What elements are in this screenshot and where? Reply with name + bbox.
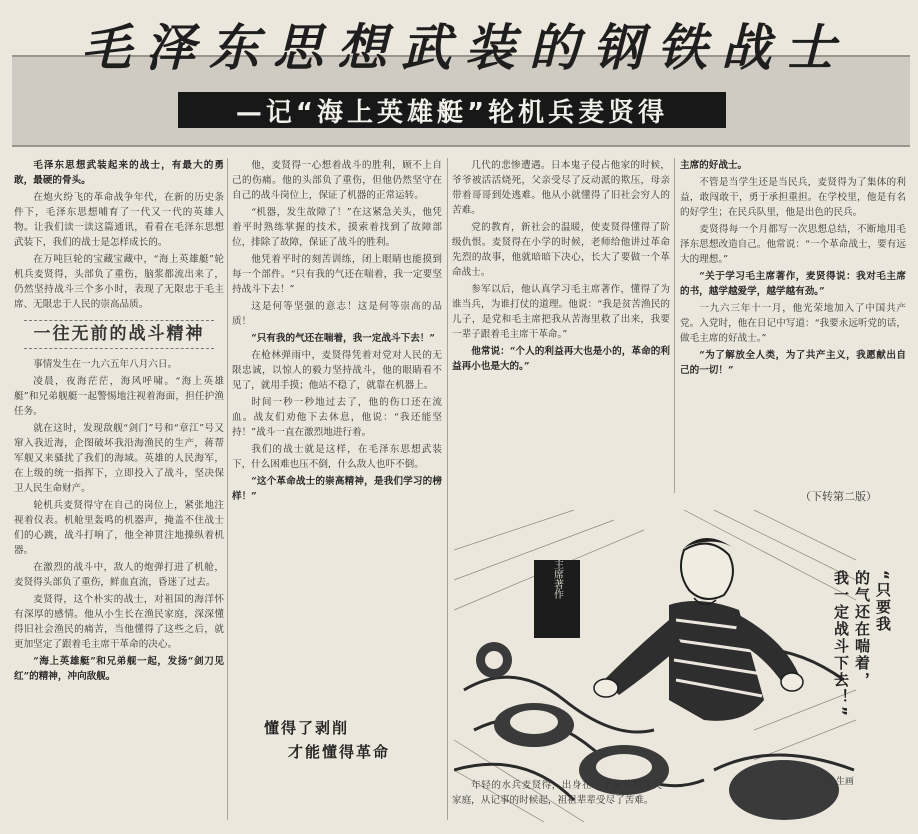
vertical-quote-line: 我一定战斗下去！” <box>832 570 850 718</box>
column-divider <box>674 158 675 493</box>
paragraph: 在枪林弹雨中，麦贤得凭着对党对人民的无限忠诚，以惊人的毅力坚持战斗，他的眼睛看不见了，就用手摸；他站不稳了，就靠在机器上。 <box>232 350 442 391</box>
paragraph: 麦贤得每一个月都写一次思想总结，不断地用毛泽东思想改造自己。他常说：“一个革命战士，要有远大的理想。” <box>680 224 906 265</box>
quote-paragraph: 他常说：“个人的利益再大也是小的，革命的利益再小也是大的。” <box>452 346 670 372</box>
headline: 毛泽东思想武装的钢铁战士 <box>81 18 849 77</box>
column-4 <box>680 158 906 488</box>
plaque-text: 毛主席著作 <box>551 549 563 599</box>
subtitle: —记“海上英雄艇”轮机兵麦贤得 <box>178 92 726 128</box>
column-divider <box>447 158 448 820</box>
vertical-quote-line: “只要我 <box>874 570 892 633</box>
paragraph: 主席的好战士。 <box>680 160 748 171</box>
paragraph: 不管是当学生还是当民兵，麦贤得为了集体的利益，敢闯敢干，勇于承担重担。在学校里，他是有名的好学生；在民兵队里，他是出色的民兵。 <box>680 177 906 218</box>
quote-paragraph: “只有我的气还在喘着，我一定战斗下去！” <box>251 333 435 344</box>
section-2-line-2: 才能懂得革命 <box>288 743 391 761</box>
paragraph: 事情发生在一九六五年八月六日。 <box>33 359 178 370</box>
paragraph: 几代的悲惨遭遇。日本鬼子侵占他家的时候，爷爷被活活烧死，父亲受尽了反动派的欺压，母亲带着哥哥到处逃难。他从小就懂得了旧社会穷人的苦难。 <box>452 160 670 216</box>
paragraph: 年轻的水兵麦贤得，出身在一个贫苦的渔民家庭，从记事的时候起，祖祖辈辈受尽了苦难。 <box>452 780 662 806</box>
quote-paragraph: “关于学习毛主席著作，麦贤得说：我对毛主席的书，越学越爱学，越学越有劲。” <box>680 271 906 297</box>
paragraph: 在炮火纷飞的革命战争年代，在新的历史条件下，毛泽东思想哺育了一代又一代的英雄人物。让我们读一读这篇通讯，看看在毛泽东思想武装下，我们的战士是怎样成长的。 <box>14 192 224 248</box>
paragraph: 就在这时，发现敌舰“剑门”号和“章江”号又窜入我近海，企图破坏我沿海渔民的生产，蒋帮军舰又来骚扰了我们的海域。英雄的人民海军，在上级的统一指挥下，立即投入了战斗，坚决保卫人民生命财产。 <box>14 423 224 494</box>
paragraph: 我们的战士就是这样，在毛泽东思想武装下，什么困难也压不倒，什么敌人也吓不倒。 <box>232 444 442 470</box>
continued-notice: （下转第二版） <box>800 490 877 503</box>
paragraph: 时间一秒一秒地过去了，他的伤口还在流血。战友们劝他下去休息，他说：“我还能坚持！”战斗一直在激烈地进行着。 <box>232 397 442 438</box>
column-3 <box>452 158 670 498</box>
paragraph: 在万吨巨轮的宝藏宝藏中，“海上英雄艇”轮机兵麦贤得，头部负了重伤，脑浆都流出来了，仍然坚持战斗三个多小时，表现了无限忠于毛主席、无限忠于人民的崇高品质。 <box>14 254 224 310</box>
column-1 <box>14 158 224 820</box>
section-heading <box>14 320 224 349</box>
section-2-heading <box>250 716 440 764</box>
illustration-credit: 辰 生画 <box>824 777 854 787</box>
section-title: 一往无前的战斗精神 <box>33 324 205 344</box>
paragraph: 在激烈的战斗中，敌人的炮弹打进了机舱，麦贤得头部负了重伤，鲜血直流，昏迷了过去。 <box>14 562 224 588</box>
paragraph: 这是何等坚强的意志！这是何等崇高的品质！ <box>232 301 442 327</box>
lead-paragraph: 毛泽东思想武装起来的战士，有最大的勇敢，最硬的骨头。 <box>14 160 224 186</box>
illustration <box>454 510 856 822</box>
paragraph: 一九六三年十一月，他光荣地加入了中国共产党。入党时，他在日记中写道：“我要永远听党的话，做毛主席的好战士。” <box>680 303 906 344</box>
paragraph: 党的教育，新社会的温暖，使麦贤得懂得了阶级仇恨。麦贤得在小学的时候，老师给他讲过革命先烈的故事，他就暗暗下决心，长大了要做一个革命战士。 <box>452 222 670 278</box>
column-5 <box>452 778 662 828</box>
quote-paragraph: “海上英雄艇”和兄弟舰一起，发扬“剑刀见红”的精神，冲向敌舰。 <box>14 656 224 682</box>
paragraph: 麦贤得，这个朴实的战士，对祖国的海洋怀有深厚的感情。他从小生长在渔民家庭，深深懂得旧社会渔民的痛苦，当他懂得了这些之后，就更加坚定了跟着毛主席干革命的决心。 <box>14 594 224 650</box>
column-divider <box>227 158 228 820</box>
paragraph: 轮机兵麦贤得守在自己的岗位上，紧张地注视着仪表。机舱里轰鸣的机器声，掩盖不住战士们的心跳，战斗打响了，他全神贯注地操纵着机器。 <box>14 500 224 556</box>
paragraph: 他凭着平时的刻苦训练，闭上眼睛也能摸到每一个部件。“只有我的气还在喘着，我一定要坚持战斗下去！” <box>232 254 442 295</box>
paragraph: 凌晨，夜海茫茫，海风呼啸。“海上英雄艇”和兄弟舰艇一起警惕地注视着海面，担任护渔任务。 <box>14 376 224 417</box>
quote-paragraph: “这个革命战士的崇高精神，是我们学习的榜样！” <box>232 476 442 502</box>
paragraph: “机器，发生故障了！”在这紧急关头，他凭着平时熟练掌握的技术，摸索着找到了故障部位，排除了故障，保证了战斗的胜利。 <box>232 207 442 248</box>
sailor-illustration <box>454 510 856 822</box>
paragraph: 他，麦贤得一心想着战斗的胜利，顾不上自己的伤痛。他的头部负了重伤，但他仍然坚守在自己的战斗岗位上，保证了机器的正常运转。 <box>232 160 442 201</box>
section-2-line-1: 懂得了剥削 <box>264 719 350 737</box>
quote-paragraph: “为了解放全人类，为了共产主义，我愿献出自己的一切！” <box>680 350 906 376</box>
vertical-quote-line: 的气还在喘着， <box>853 570 871 689</box>
paragraph: 参军以后，他认真学习毛主席著作，懂得了为谁当兵，为谁打仗的道理。他说：“我是贫苦渔民的儿子，是党和毛主席把我从苦海里救了出来，我要一辈子跟着毛主席干革命。” <box>452 284 670 340</box>
